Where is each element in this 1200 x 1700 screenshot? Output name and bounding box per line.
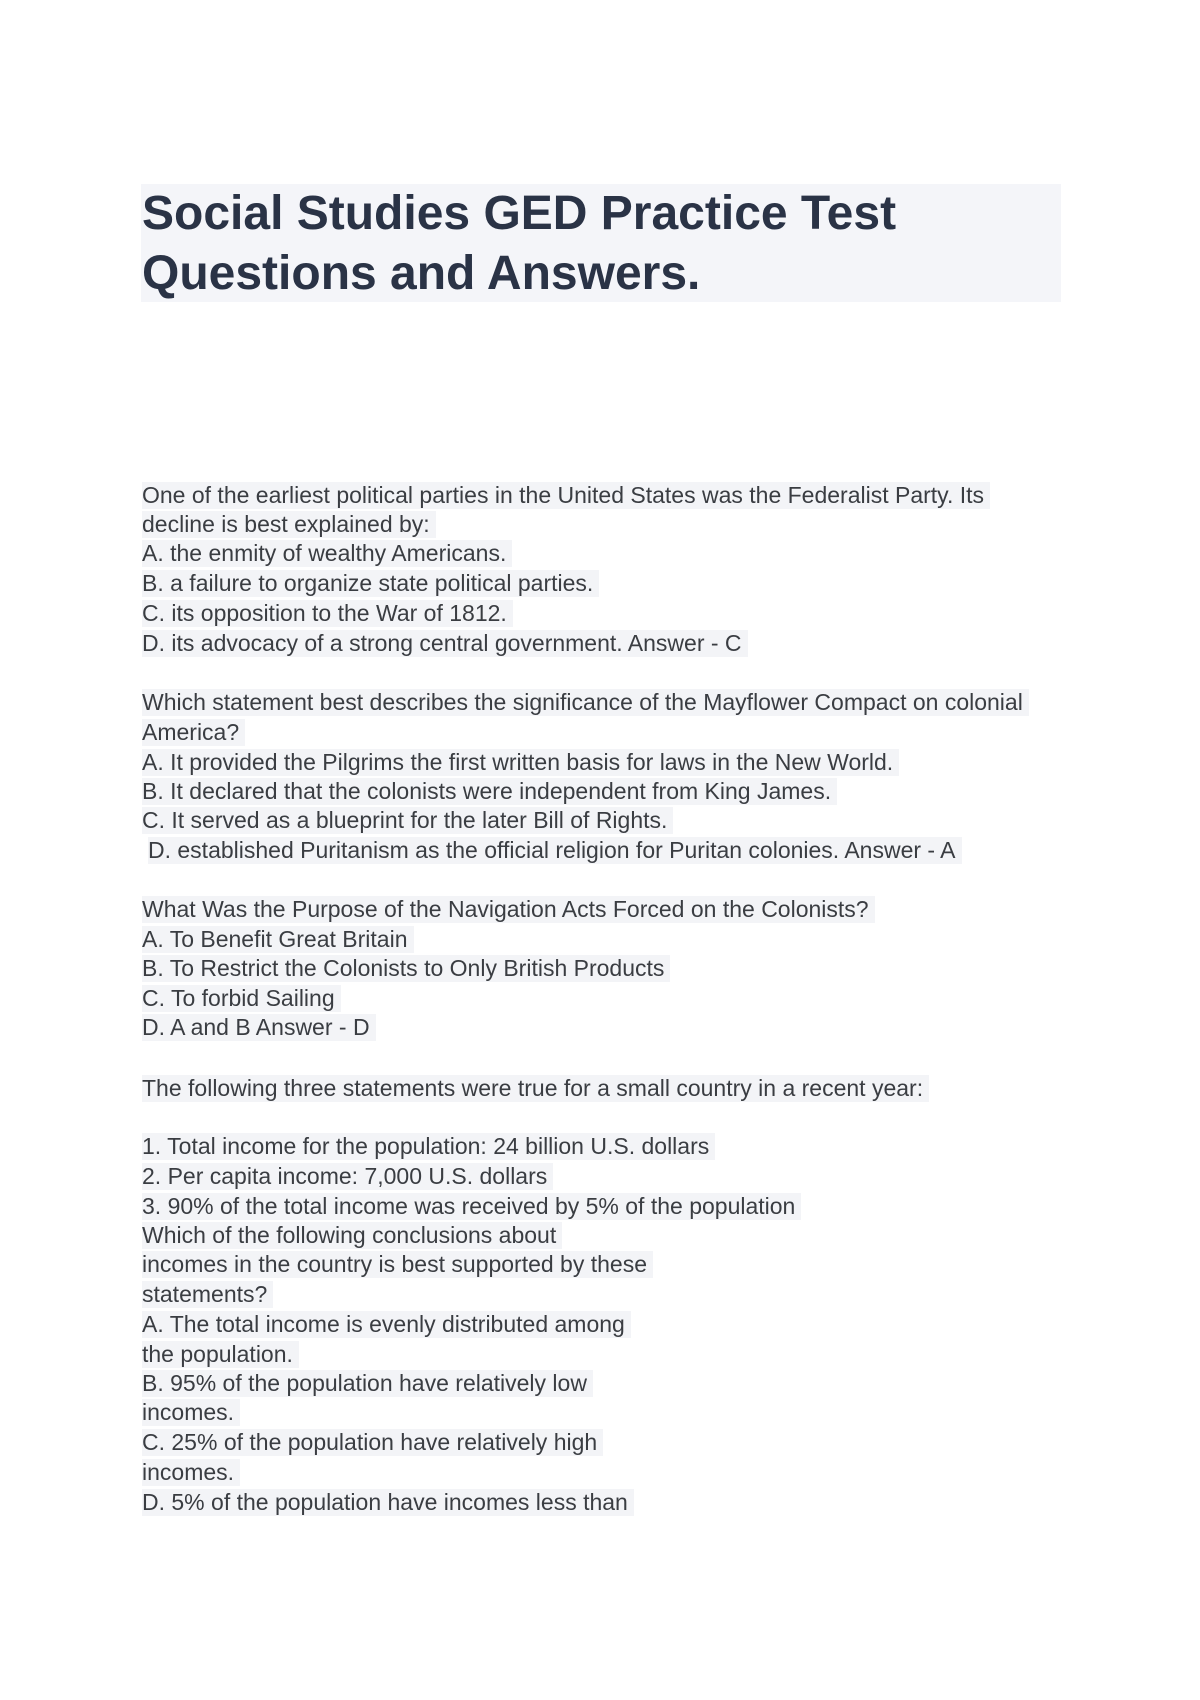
question-4-option-c: C. 25% of the population have relatively high xyxy=(142,1429,603,1456)
question-1-option-a: A. the enmity of wealthy Americans. xyxy=(142,540,512,567)
question-4-prompt: The following three statements were true for a small country in a recent year: xyxy=(142,1075,929,1102)
question-3-option-b: B. To Restrict the Colonists to Only British Products xyxy=(142,955,670,982)
question-3-option-c: C. To forbid Sailing xyxy=(142,985,341,1012)
question-3-prompt: What Was the Purpose of the Navigation Acts Forced on the Colonists? xyxy=(142,896,875,923)
question-4-option-b-cont: incomes. xyxy=(142,1399,240,1426)
question-4-option-a-cont: the population. xyxy=(142,1341,299,1368)
question-2-option-d: D. established Puritanism as the official religion for Puritan colonies. Answer - A xyxy=(148,837,962,864)
question-3-option-a: A. To Benefit Great Britain xyxy=(142,926,414,953)
question-2-option-a: A. It provided the Pilgrims the first written basis for laws in the New World. xyxy=(142,749,899,776)
question-2-option-b: B. It declared that the colonists were independent from King James. xyxy=(142,778,837,805)
question-1-option-b: B. a failure to organize state political parties. xyxy=(142,570,599,597)
question-1-option-d: D. its advocacy of a strong central government. Answer - C xyxy=(142,630,748,657)
question-2-option-c: C. It served as a blueprint for the later Bill of Rights. xyxy=(142,807,673,834)
question-1-prompt: decline is best explained by: xyxy=(142,511,436,538)
question-1-prompt: One of the earliest political parties in the United States was the Federalist Party. Its xyxy=(142,482,990,509)
question-4-option-c-cont: incomes. xyxy=(142,1459,240,1486)
question-1-option-c: C. its opposition to the War of 1812. xyxy=(142,600,513,627)
question-2-prompt: America? xyxy=(142,719,245,746)
question-4-question-line: incomes in the country is best supported by these xyxy=(142,1251,653,1278)
question-4-question-line: statements? xyxy=(142,1281,273,1308)
question-4-statement-3: 3. 90% of the total income was received by 5% of the population xyxy=(142,1193,801,1220)
question-3-option-d: D. A and B Answer - D xyxy=(142,1014,376,1041)
page-title: Social Studies GED Practice Test xyxy=(142,187,897,240)
question-4-statement-2: 2. Per capita income: 7,000 U.S. dollars xyxy=(142,1163,553,1190)
question-4-option-a: A. The total income is evenly distributed among xyxy=(142,1311,631,1338)
question-4-option-d: D. 5% of the population have incomes less than xyxy=(142,1489,634,1516)
page-title-continued: Questions and Answers. xyxy=(142,247,701,300)
question-2-prompt: Which statement best describes the significance of the Mayflower Compact on colonial xyxy=(142,689,1029,716)
question-4-question-line: Which of the following conclusions about xyxy=(142,1222,562,1249)
question-4-statement-1: 1. Total income for the population: 24 billion U.S. dollars xyxy=(142,1133,715,1160)
question-4-option-b: B. 95% of the population have relatively low xyxy=(142,1370,593,1397)
